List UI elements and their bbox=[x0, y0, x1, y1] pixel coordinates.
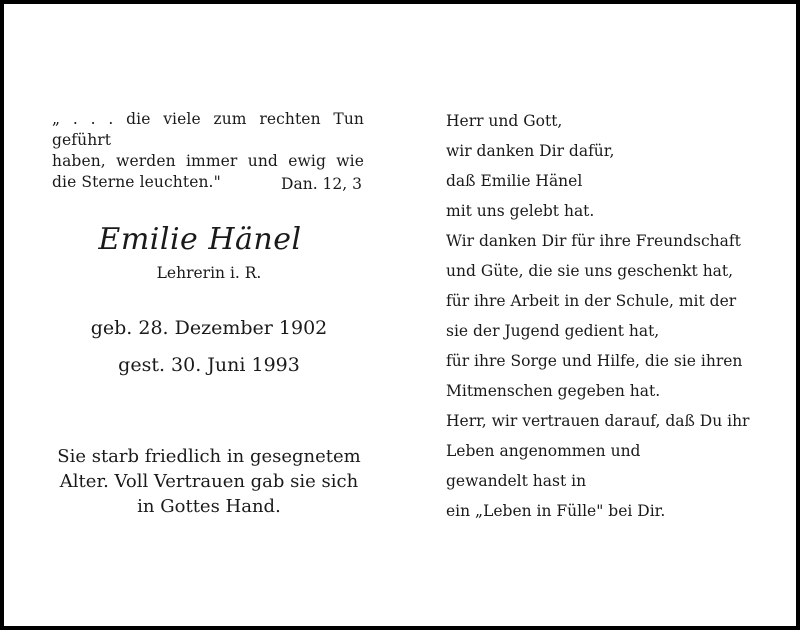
prayer-line: ein „Leben in Fülle" bei Dir. bbox=[446, 502, 666, 520]
prayer-panel bbox=[446, 110, 766, 530]
prayer-line: Mitmenschen gegeben hat. bbox=[446, 382, 661, 400]
closing-line: in Gottes Hand. bbox=[137, 496, 281, 517]
death-date: gest. 30. Juni 1993 bbox=[118, 354, 300, 376]
prayer-line: für ihre Arbeit in der Schule, mit der bbox=[446, 292, 737, 310]
closing-line: Sie starb friedlich in gesegnetem bbox=[57, 446, 361, 467]
birth-date: geb. 28. Dezember 1902 bbox=[90, 317, 328, 339]
closing-text bbox=[44, 444, 374, 519]
prayer-line: gewandelt hast in bbox=[446, 472, 587, 490]
prayer-line: Herr, wir vertrauen darauf, daß Du ihr bbox=[446, 412, 750, 430]
quote-reference: Dan. 12, 3 bbox=[281, 175, 362, 193]
prayer-line: mit uns gelebt hat. bbox=[446, 202, 595, 220]
deceased-name: Emilie Hänel bbox=[98, 222, 302, 257]
deceased-title: Lehrerin i. R. bbox=[156, 264, 262, 282]
quote-line: „ . . . die viele zum rechten Tun geführt bbox=[52, 110, 364, 149]
prayer-line: sie der Jugend gedient hat, bbox=[446, 322, 660, 340]
quote-line: haben, werden immer und ewig wie bbox=[52, 152, 364, 170]
prayer-line: Herr und Gott, bbox=[446, 112, 563, 130]
quote-line: die Sterne leuchten." bbox=[52, 173, 221, 191]
closing-line: Alter. Voll Vertrauen gab sie sich bbox=[59, 471, 359, 492]
prayer-line: Wir danken Dir für ihre Freundschaft bbox=[446, 232, 741, 250]
prayer-line: daß Emilie Hänel bbox=[446, 172, 583, 190]
prayer-line: und Güte, die sie uns geschenkt hat, bbox=[446, 262, 734, 280]
prayer-line: wir danken Dir dafür, bbox=[446, 142, 615, 160]
prayer-line: für ihre Sorge und Hilfe, die sie ihren bbox=[446, 352, 743, 370]
prayer-line: Leben angenommen und bbox=[446, 442, 641, 460]
